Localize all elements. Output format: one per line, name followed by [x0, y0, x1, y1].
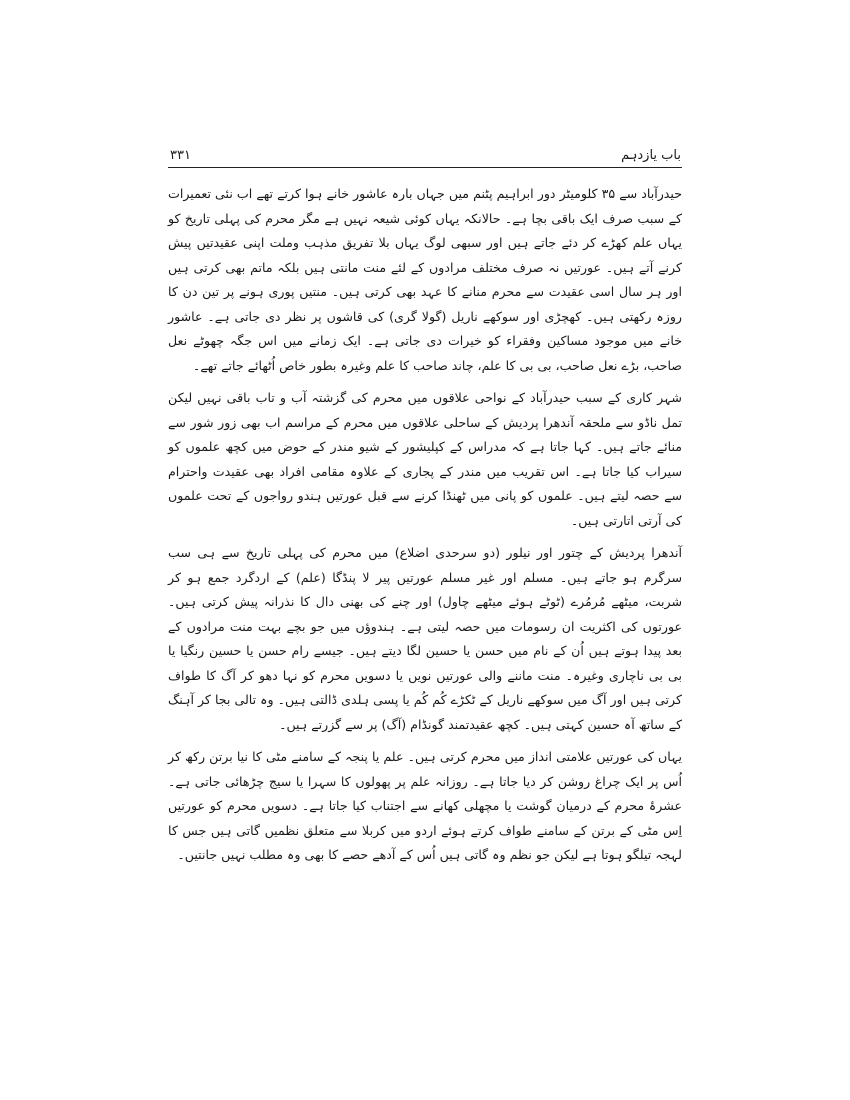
- paragraph-1: حیدرآباد سے ۳۵ کلومیٹر دور ابراہیم پٹنم میں جہاں بارہ عاشور خانے ہوا کرتے تھے اب نئی تعمیرات کے سبب صرف ایک باقی بچا ہے۔ حالانکہ یہاں کوئی شیعہ نہیں ہے مگر محرم کی پہلی تاریخ کو یہاں علم کھڑے کر دئے جاتے ہیں اور سبھی لوگ یہاں بلا تفریق مذہب وملت اپنی عقیدتیں پیش کرنے آتے ہیں۔ عورتیں نہ صرف مختلف مرادوں کے لئے منت مانتی ہیں بلکہ ماتم بھی کرتی ہیں اور ہر سال اسی عقیدت سے محرم منانے کا عہد بھی کرتی ہیں۔ منتیں پوری ہونے پر تین دن کا روزہ رکھتی ہیں۔ کھچڑی اور سوکھے ناریل (گولا گری) کی قاشوں پر نظر دی جاتی ہے۔ عاشور خانے میں موجود مساکین وفقراء کو خیرات دی جاتی ہے۔ ایک زمانے میں اس جگہ چھوٹے نعل صاحب، بڑے نعل صاحب، بی بی کا علم، چاند صاحب کا علم وغیرہ بطور خاص اُٹھائے جاتے تھے۔: [168, 186, 682, 373]
- body-text: [168, 182, 682, 876]
- paragraph-3: آندھرا پردیش کے چتور اور نیلور (دو سرحدی اضلاع) میں محرم کی پہلی تاریخ سے ہی سب سرگرم ہو جاتے ہیں۔ مسلم اور غیر مسلم عورتیں پیر لا پنڈگا (علم) کے اردگرد جمع ہو کر شربت، میٹھے مُرمُرے (ٹوٹے ہوئے میٹھے چاول) اور چنے کی بھنی دال کا نذرانہ پیش کرتی ہیں۔ عورتوں کی اکثریت ان رسومات میں حصہ لیتی ہے۔ ہندوؤں میں جو بچے بہت منت مرادوں کے بعد پیدا ہوتے ہیں اُن کے نام میں حسن یا حسین لگا دیتے ہیں۔ جیسے رام حسن یا حسین رنگیا یا بی بی ناچاری وغیرہ۔ منت ماننے والی عورتیں نویں یا دسویں محرم کو نہا دھو کر آگ کا طواف کرتی ہیں اور آگ میں سوکھے ناریل کے ٹکڑے کُم کُم یا پسی ہلدی ڈالتی ہیں۔ وہ تالی بجا کر آہنگ کے ساتھ آہ حسین کہتی ہیں۔ کچھ عقیدتمند گونڈام (آگ) پر سے گزرتے ہیں۔: [168, 545, 682, 732]
- header-rule: [168, 167, 682, 168]
- chapter-title: باب یازدہم: [621, 148, 681, 163]
- running-header: [170, 143, 681, 169]
- paragraph-4: یہاں کی عورتیں علامتی انداز میں محرم کرتی ہیں۔ علم یا پنجہ کے سامنے مٹی کا نیا برتن رکھ کر اُس پر ایک چراغ روشن کر دیا جاتا ہے۔ روزانہ علم پر پھولوں کا سہرا یا سیج چڑھائی جاتی ہے۔ عشرۂ محرم کے درمیان گوشت یا مچھلی کھانے سے اجتناب کیا جاتا ہے۔ دسویں محرم کو عورتیں اِس مٹی کے برتن کے سامنے طواف کرتے ہوئے اردو میں کربلا سے متعلق نظمیں گاتی ہیں جس کا لہجہ تیلگو ہوتا ہے لیکن جو نظم وہ گاتی ہیں اُس کے آدھے حصے کا بھی وہ مطلب نہیں جانتیں۔: [168, 749, 682, 862]
- page-number: ۳۳۱: [170, 148, 191, 163]
- paragraph-2: شہر کاری کے سبب حیدرآباد کے نواحی علاقوں میں محرم کی گزشتہ آب و تاب باقی نہیں لیکن تمل ناڈو سے ملحقہ آندھرا پردیش کے ساحلی علاقوں میں محرم کے مراسم اب بھی زور شور سے منائے جاتے ہیں۔ کہا جاتا ہے کہ مدراس کے کپلیشور کے شیو مندر کے حوض میں کچھ علموں کو سیراب کیا جاتا ہے۔ اس تقریب میں مندر کے پجاری کے علاوہ مقامی افراد بھی عقیدت واحترام سے حصہ لیتے ہیں۔ علموں کو پانی میں ٹھنڈا کرنے سے قبل عورتیں ہندو رواجوں کے تحت علموں کی آرتی اتارتی ہیں۔: [168, 390, 682, 528]
